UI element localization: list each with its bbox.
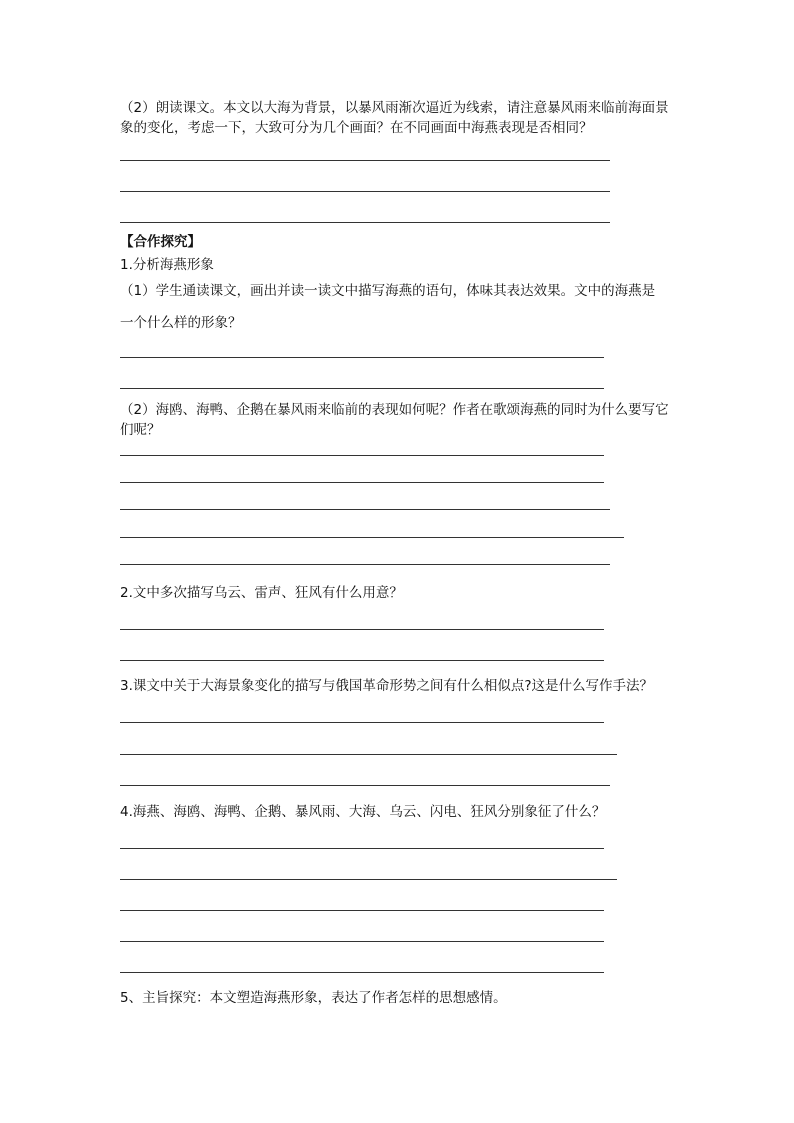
answer-line[interactable] (120, 972, 604, 973)
item4-question: 4.海燕、海鸥、海鸭、企鹅、暴风雨、大海、乌云、闪电、狂风分别象征了什么？ (120, 804, 606, 820)
answer-line[interactable] (120, 482, 604, 483)
item1-title: 1.分析海燕形象 (120, 257, 214, 273)
answer-line[interactable] (120, 537, 624, 538)
answer-line[interactable] (120, 191, 610, 192)
answer-line[interactable] (120, 660, 604, 661)
item1-question2: （2）海鸥、海鸭、企鹅在暴风雨来临前的表现如何呢？作者在歌颂海燕的同时为什么要写它们呢？ (120, 402, 669, 438)
answer-line[interactable] (120, 722, 604, 723)
answer-line[interactable] (120, 910, 604, 911)
answer-line[interactable] (120, 455, 604, 456)
answer-line[interactable] (120, 629, 604, 630)
answer-line[interactable] (120, 564, 610, 565)
answer-line[interactable] (120, 848, 604, 849)
item1-question1: （1）学生通读课文，画出并读一读文中描写海燕的语句，体味其表达效果。文中的海燕是 (120, 283, 656, 299)
q2-reading-question: （2）朗读课文。本文以大海为背景，以暴风雨渐次逼近为线索，请注意暴风雨来临前海面景象的变化，考虑一下，大致可分为几个画面？在不同画面中海燕表现是否相同？ (120, 100, 669, 136)
answer-line[interactable] (120, 941, 604, 942)
answer-line[interactable] (120, 388, 604, 389)
answer-line[interactable] (120, 160, 610, 161)
item1-question1-continuation: 一个什么样的形象？ (120, 315, 242, 331)
item5-question: 5、主旨探究：本文塑造海燕形象，表达了作者怎样的思想感情。 (120, 990, 507, 1006)
section-title: 【合作探究】 (120, 234, 201, 250)
item3-question: 3.课文中关于大海景象变化的描写与俄国革命形势之间有什么相似点?这是什么写作手法？ (120, 678, 654, 694)
answer-line[interactable] (120, 785, 610, 786)
answer-line[interactable] (120, 754, 617, 755)
answer-line[interactable] (120, 357, 604, 358)
answer-line[interactable] (120, 222, 610, 223)
answer-line[interactable] (120, 509, 610, 510)
item2-question: 2.文中多次描写乌云、雷声、狂风有什么用意？ (120, 585, 403, 601)
answer-line[interactable] (120, 879, 617, 880)
